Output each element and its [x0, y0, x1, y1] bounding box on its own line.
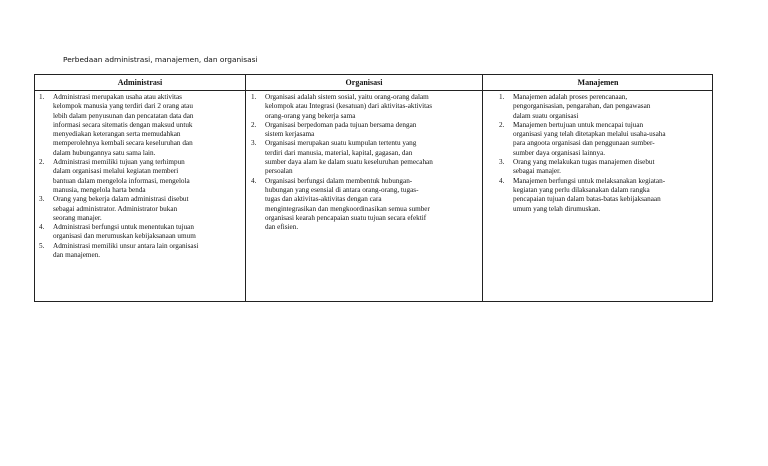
column-divider [482, 75, 483, 301]
list-item [251, 121, 481, 140]
item-text-line: sebagai manajer. [513, 167, 561, 176]
item-text-line: tugas dan aktivitas-aktivitas dengan cara [265, 195, 382, 204]
list-item [499, 158, 711, 177]
list-item [39, 93, 243, 158]
item-number: 4. [251, 176, 257, 185]
item-text-line: Administrasi memiliki tujuan yang terhimpun [53, 158, 185, 167]
item-text-line: sumber daya organisasi lainnya. [513, 148, 606, 157]
item-text-line: persoalan [265, 167, 293, 176]
item-number: 1. [39, 93, 45, 101]
item-number: 4. [39, 223, 45, 232]
list-item [251, 139, 481, 176]
item-text-line: organisasi kearah pencapaian suatu tujuan secara efektif [265, 213, 427, 222]
item-text-line: kelompok atau Integrasi (kesatuan) dari aktivitas-aktivitas [265, 102, 433, 111]
item-text-line: sistem kerjasama [265, 130, 315, 139]
header-divider [35, 90, 712, 91]
header-administrasi: Administrasi [117, 78, 163, 87]
comparison-table [34, 74, 713, 302]
column-manajemen [499, 93, 711, 214]
item-text-line: orang-orang yang bekerja sama [265, 111, 356, 120]
item-text-line: dalam organisasi melalui kegiatan memberi [53, 167, 179, 176]
item-text-line: dalam hubungannya satu sama lain. [53, 148, 156, 157]
document-title: Perbedaan administrasi, manajemen, dan organisasi [63, 55, 258, 64]
column-divider [245, 75, 246, 301]
item-number: 1. [499, 93, 505, 101]
item-text-line: Organisasi berfungsi dalam membentuk hubungan- [265, 176, 413, 185]
list-item [39, 223, 243, 242]
header-organisasi: Organisasi [345, 78, 383, 87]
item-text-line: menyediakan keterangan serta memudahkan [53, 130, 181, 139]
item-text-line: Organisasi berpedoman pada tujuan bersama dengan [265, 120, 417, 129]
item-text-line: manusia, mengelola harta benda [53, 185, 146, 194]
item-text-line: informasi secara sitematis dengan maksud untuk [53, 120, 193, 129]
item-text-line: pengorganisasian, pengarahan, dan pengawasan [513, 102, 651, 111]
item-number: 1. [251, 93, 257, 101]
header-manajemen: Manajemen [577, 78, 619, 87]
item-text-line: Organisasi merupakan suatu kumpulan tertentu yang [265, 139, 417, 148]
item-text-line: Administrasi berfungsi untuk menentukan tujuan [53, 223, 194, 232]
item-text-line: sebagai administrator. Administrator bukan [53, 204, 178, 213]
list-item [251, 93, 481, 121]
item-text-line: dan manajemen. [53, 251, 101, 260]
item-text-line: memperolehnya kembali secara keseluruhan dan [53, 139, 193, 148]
item-text-line: mengintegrasikan dan mengkoordinasikan semua sumber [265, 204, 430, 213]
item-text-line: lebih dalam penyusunan dan pencatatan data dan [53, 111, 194, 120]
list-item [39, 242, 243, 261]
item-number: 3. [499, 158, 505, 167]
item-number: 2. [251, 120, 257, 129]
item-text-line: Manajemen berfungsi untuk melaksanakan kegiatan- [513, 176, 666, 185]
item-text-line: terdiri dari manusia, material, kapital, gagasan, dan [265, 148, 413, 157]
item-number: 4. [499, 176, 505, 185]
item-text-line: Orang yang bekerja dalam administrasi disebut [53, 195, 189, 204]
item-number: 3. [251, 139, 257, 148]
list-item [39, 195, 243, 223]
item-number: 2. [499, 120, 505, 129]
column-administrasi [39, 93, 243, 260]
item-text-line: pencapaian tujuan dalam batas-batas kebijaksanaan [513, 195, 661, 204]
list-item [499, 121, 711, 158]
column-organisasi [251, 93, 481, 232]
item-text-line: hubungan yang esensial di antara orang-orang, tugas- [265, 185, 419, 194]
item-text-line: sumber daya alam ke dalam suatu keseluruhan pemecahan [265, 158, 433, 167]
item-text-line: Administrasi memiliki unsur antara lain organisasi [53, 241, 199, 250]
item-text-line: kegiatan yang perlu dilaksanakan dalam rangka [513, 185, 650, 194]
item-text-line: dan efisien. [265, 223, 299, 232]
item-text-line: Orang yang melakukan tugas manajemen disebut [513, 158, 655, 167]
item-text-line: organisasi dan merumuskan kebijaksanaan umum [53, 232, 196, 241]
item-text-line: kelompok manusia yang terdiri dari 2 orang atau [53, 102, 193, 111]
item-text-line: bantuan dalam mengelola informasi, mengelola [53, 176, 190, 185]
item-text-line: Manajemen adalah proses perencanaan, [513, 93, 628, 101]
list-item [499, 177, 711, 214]
item-text-line: Administrasi merupakan usaha atau aktivitas [53, 93, 182, 101]
item-text-line: Manajemen bertujuan untuk mencapai tujuan [513, 120, 644, 129]
item-text-line: Organisasi adalah sistem sosial, yaitu orang-orang dalam [265, 93, 429, 101]
list-item [499, 93, 711, 121]
item-number: 5. [39, 241, 45, 250]
item-text-line: organisasi yang telah ditetapkan melalui usaha-usaha [513, 130, 666, 139]
item-text-line: para angoota organisasi dan penggunaan sumber- [513, 139, 655, 148]
list-item [251, 177, 481, 233]
list-item [39, 158, 243, 195]
item-text-line: umum yang telah dirumuskan. [513, 204, 601, 213]
item-number: 3. [39, 195, 45, 204]
item-text-line: seorang manajer. [53, 213, 102, 222]
item-number: 2. [39, 158, 45, 167]
item-text-line: dalam suatu organisasi [513, 111, 579, 120]
